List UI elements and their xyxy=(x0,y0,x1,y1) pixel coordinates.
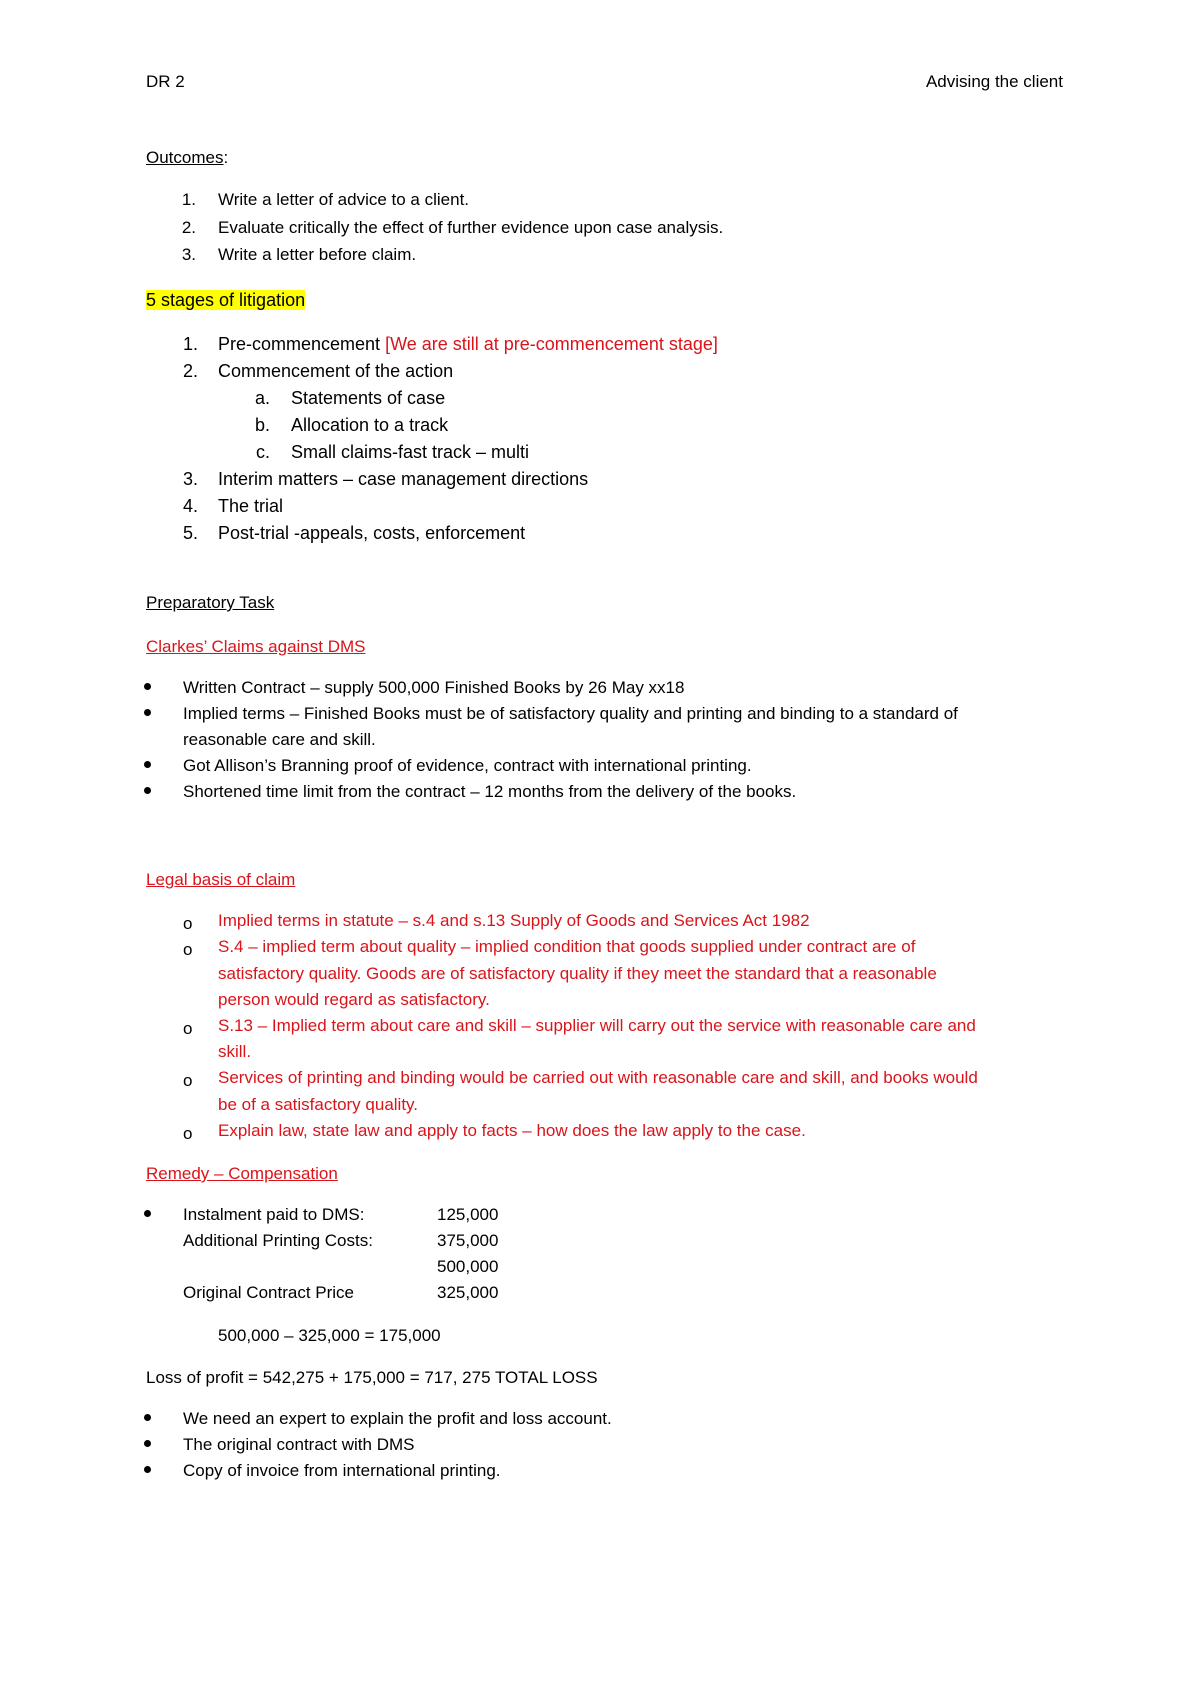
stage-number: 4. xyxy=(182,496,198,516)
outcome-number: 1. xyxy=(181,190,196,209)
remedy-value: 325,000 xyxy=(437,1283,499,1302)
stage-number: 5. xyxy=(182,523,198,543)
circle-bullet-icon: o xyxy=(183,1124,193,1143)
stage-item xyxy=(218,334,718,355)
claim-line: reasonable care and skill. xyxy=(183,730,376,749)
stage-item: The trial xyxy=(218,496,284,516)
substage-item: Statements of case xyxy=(291,388,446,408)
bullet-icon xyxy=(144,1466,151,1473)
total-loss-line: Loss of profit = 542,275 + 175,000 = 717, 275 TOTAL LOSS xyxy=(146,1368,598,1387)
outcome-number: 2. xyxy=(181,218,196,237)
remedy-label: Original Contract Price xyxy=(183,1283,355,1302)
stage-note: [We are still at pre-commencement stage] xyxy=(385,334,718,354)
remedy-value: 125,000 xyxy=(437,1205,499,1224)
header-left: DR 2 xyxy=(146,72,185,91)
bullet-icon xyxy=(144,761,151,768)
legal-heading: Legal basis of claim xyxy=(146,870,296,889)
evidence-need: Copy of invoice from international printing. xyxy=(183,1461,501,1480)
circle-bullet-icon: o xyxy=(183,914,193,933)
remedy-label: Additional Printing Costs: xyxy=(183,1231,373,1250)
legal-line: Explain law, state law and apply to facts – how does the law apply to the case. xyxy=(218,1121,806,1140)
bullet-icon xyxy=(144,709,151,716)
circle-bullet-icon: o xyxy=(183,940,193,959)
substage-letter: c. xyxy=(255,442,270,462)
legal-line: skill. xyxy=(218,1042,252,1061)
stage-number: 3. xyxy=(182,469,198,489)
circle-bullet-icon: o xyxy=(183,1071,193,1090)
bullet-icon xyxy=(144,1440,151,1447)
remedy-heading: Remedy – Compensation xyxy=(146,1164,338,1183)
outcomes-colon: : xyxy=(223,148,229,167)
legal-line: be of a satisfactory quality. xyxy=(218,1095,419,1114)
substage-item: Allocation to a track xyxy=(291,415,449,435)
outcome-item: Evaluate critically the effect of further evidence upon case analysis. xyxy=(218,218,724,237)
stages-heading-line xyxy=(146,290,305,311)
stage-text: Pre-commencement xyxy=(218,334,386,354)
bullet-icon xyxy=(144,787,151,794)
legal-line: Services of printing and binding would be carried out with reasonable care and skill, and books would xyxy=(218,1068,978,1087)
legal-line: S.4 – implied term about quality – implied condition that goods supplied under contract are of xyxy=(218,937,916,956)
header-right: Advising the client xyxy=(925,72,1063,91)
bullet-icon xyxy=(144,1414,151,1421)
legal-line: Implied terms in statute – s.4 and s.13 Supply of Goods and Services Act 1982 xyxy=(218,911,810,930)
stage-item: Commencement of the action xyxy=(218,361,454,381)
evidence-need: The original contract with DMS xyxy=(183,1435,415,1454)
claims-heading: Clarkes’ Claims against DMS xyxy=(146,637,366,656)
legal-line: satisfactory quality. Goods are of satisfactory quality if they meet the standard that a reasonable xyxy=(218,964,937,983)
evidence-need: We need an expert to explain the profit and loss account. xyxy=(183,1409,612,1428)
outcomes-heading: Outcomes xyxy=(146,148,224,167)
stages-heading: 5 stages of litigation xyxy=(146,290,306,310)
stage-item: Post-trial -appeals, costs, enforcement xyxy=(218,523,526,543)
claim-line: Shortened time limit from the contract – 12 months from the delivery of the books. xyxy=(183,782,797,801)
outcome-item: Write a letter of advice to a client. xyxy=(218,190,470,209)
claim-line: Got Allison’s Branning proof of evidence, contract with international printing. xyxy=(183,756,752,775)
outcomes-heading-line xyxy=(146,148,228,168)
remedy-value: 375,000 xyxy=(437,1231,499,1250)
legal-line: person would regard as satisfactory. xyxy=(218,990,490,1009)
remedy-label: Instalment paid to DMS: xyxy=(183,1205,365,1224)
outcome-number: 3. xyxy=(181,245,196,264)
claim-line: Written Contract – supply 500,000 Finished Books by 26 May xx18 xyxy=(183,678,685,697)
preparatory-heading: Preparatory Task xyxy=(146,593,275,612)
outcome-item: Write a letter before claim. xyxy=(218,245,417,264)
remedy-calculation: 500,000 – 325,000 = 175,000 xyxy=(218,1326,441,1345)
substage-item: Small claims-fast track – multi xyxy=(291,442,530,462)
stage-number: 2. xyxy=(182,361,198,381)
claim-line: Implied terms – Finished Books must be of satisfactory quality and printing and binding to a standard of xyxy=(183,704,958,723)
bullet-icon xyxy=(144,683,151,690)
stage-number: 1. xyxy=(182,334,198,354)
bullet-icon xyxy=(144,1210,151,1217)
substage-letter: a. xyxy=(254,388,270,408)
remedy-value: 500,000 xyxy=(437,1257,499,1276)
stage-item: Interim matters – case management directions xyxy=(218,469,589,489)
substage-letter: b. xyxy=(254,415,270,435)
circle-bullet-icon: o xyxy=(183,1019,193,1038)
legal-line: S.13 – Implied term about care and skill – supplier will carry out the service with reasonable care and xyxy=(218,1016,976,1035)
